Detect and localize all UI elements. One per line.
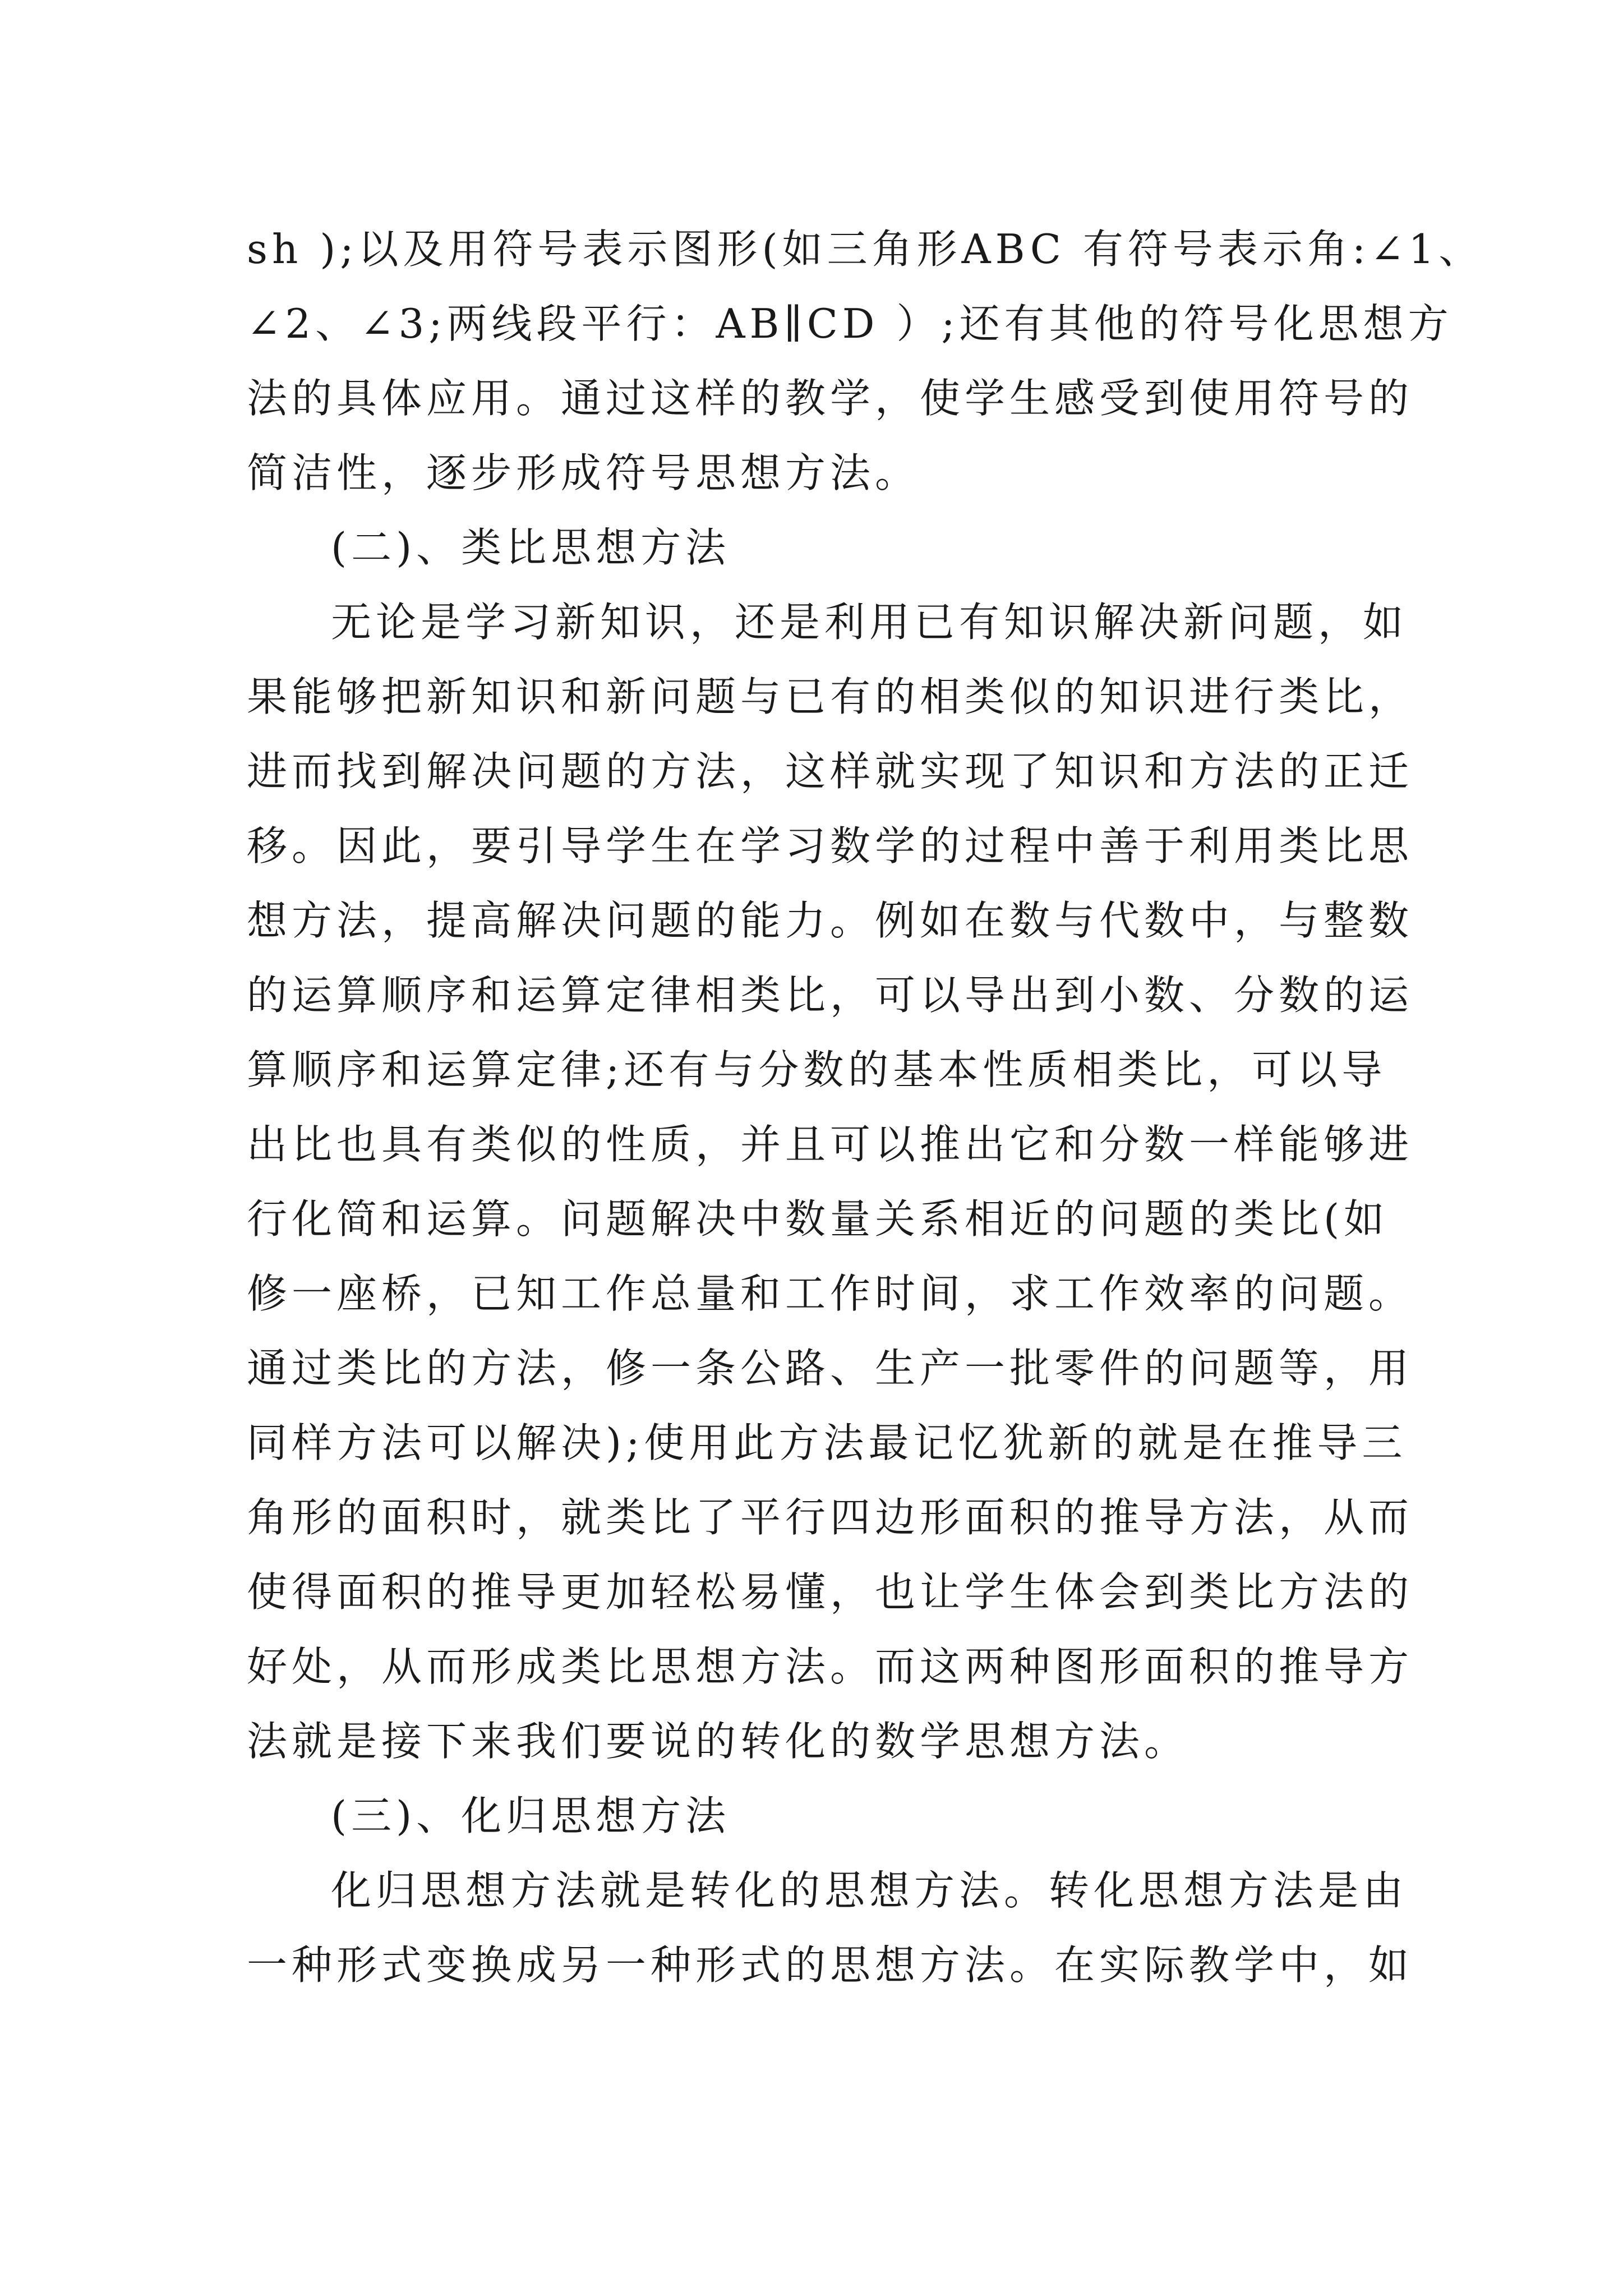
section-heading: (二)、类比思想方法 xyxy=(331,524,731,571)
text-line: 使得面积的推导更加轻松易懂，也让学生体会到类比方法的 xyxy=(247,1568,1414,1616)
text-line: sh );以及用符号表示图形(如三角形ABC 有符号表示角:∠1、 xyxy=(247,226,1484,273)
text-line: 一种形式变换成另一种形式的思想方法。在实际教学中，如 xyxy=(247,1941,1414,1989)
text-line: 果能够把新知识和新问题与已有的相类似的知识进行类比， xyxy=(247,673,1414,720)
text-line: 行化简和运算。问题解决中数量关系相近的问题的类比(如 xyxy=(247,1195,1389,1243)
text-line: 出比也具有类似的性质，并且可以推出它和分数一样能够进 xyxy=(247,1121,1414,1168)
text-line: 算顺序和运算定律;还有与分数的基本性质相类比，可以导 xyxy=(247,1046,1387,1093)
text-line: 角形的面积时，就类比了平行四边形面积的推导方法，从而 xyxy=(247,1494,1414,1541)
text-line: 的运算顺序和运算定律相类比，可以导出到小数、分数的运 xyxy=(247,972,1414,1019)
text-line: 移。因此，要引导学生在学习数学的过程中善于利用类比思 xyxy=(247,822,1414,869)
document-page xyxy=(247,212,1484,2003)
text-line: 修一座桥，已知工作总量和工作时间，求工作效率的问题。 xyxy=(247,1270,1414,1317)
text-line: 法的具体应用。通过这样的教学，使学生感受到使用符号的 xyxy=(247,375,1414,422)
text-line: 同样方法可以解决);使用此方法最记忆犹新的就是在推导三 xyxy=(247,1419,1407,1466)
text-line: 想方法，提高解决问题的能力。例如在数与代数中，与整数 xyxy=(247,897,1414,944)
text-line: 好处，从而形成类比思想方法。而这两种图形面积的推导方 xyxy=(247,1643,1414,1690)
section-heading: (三)、化归思想方法 xyxy=(331,1792,731,1839)
paragraph-first-line: 化归思想方法就是转化的思想方法。转化思想方法是由 xyxy=(331,1867,1408,1914)
text-line: ∠2、∠3;两线段平行：AB∥CD ）;还有其他的符号化思想方 xyxy=(247,300,1453,347)
paragraph-first-line: 无论是学习新知识，还是利用已有知识解决新问题，如 xyxy=(331,599,1408,646)
text-line: 通过类比的方法，修一条公路、生产一批零件的问题等，用 xyxy=(247,1345,1414,1392)
text-line: 进而找到解决问题的方法，这样就实现了知识和方法的正迁 xyxy=(247,748,1414,795)
text-line: 简洁性，逐步形成符号思想方法。 xyxy=(247,449,920,496)
text-line: 法就是接下来我们要说的转化的数学思想方法。 xyxy=(247,1718,1189,1765)
